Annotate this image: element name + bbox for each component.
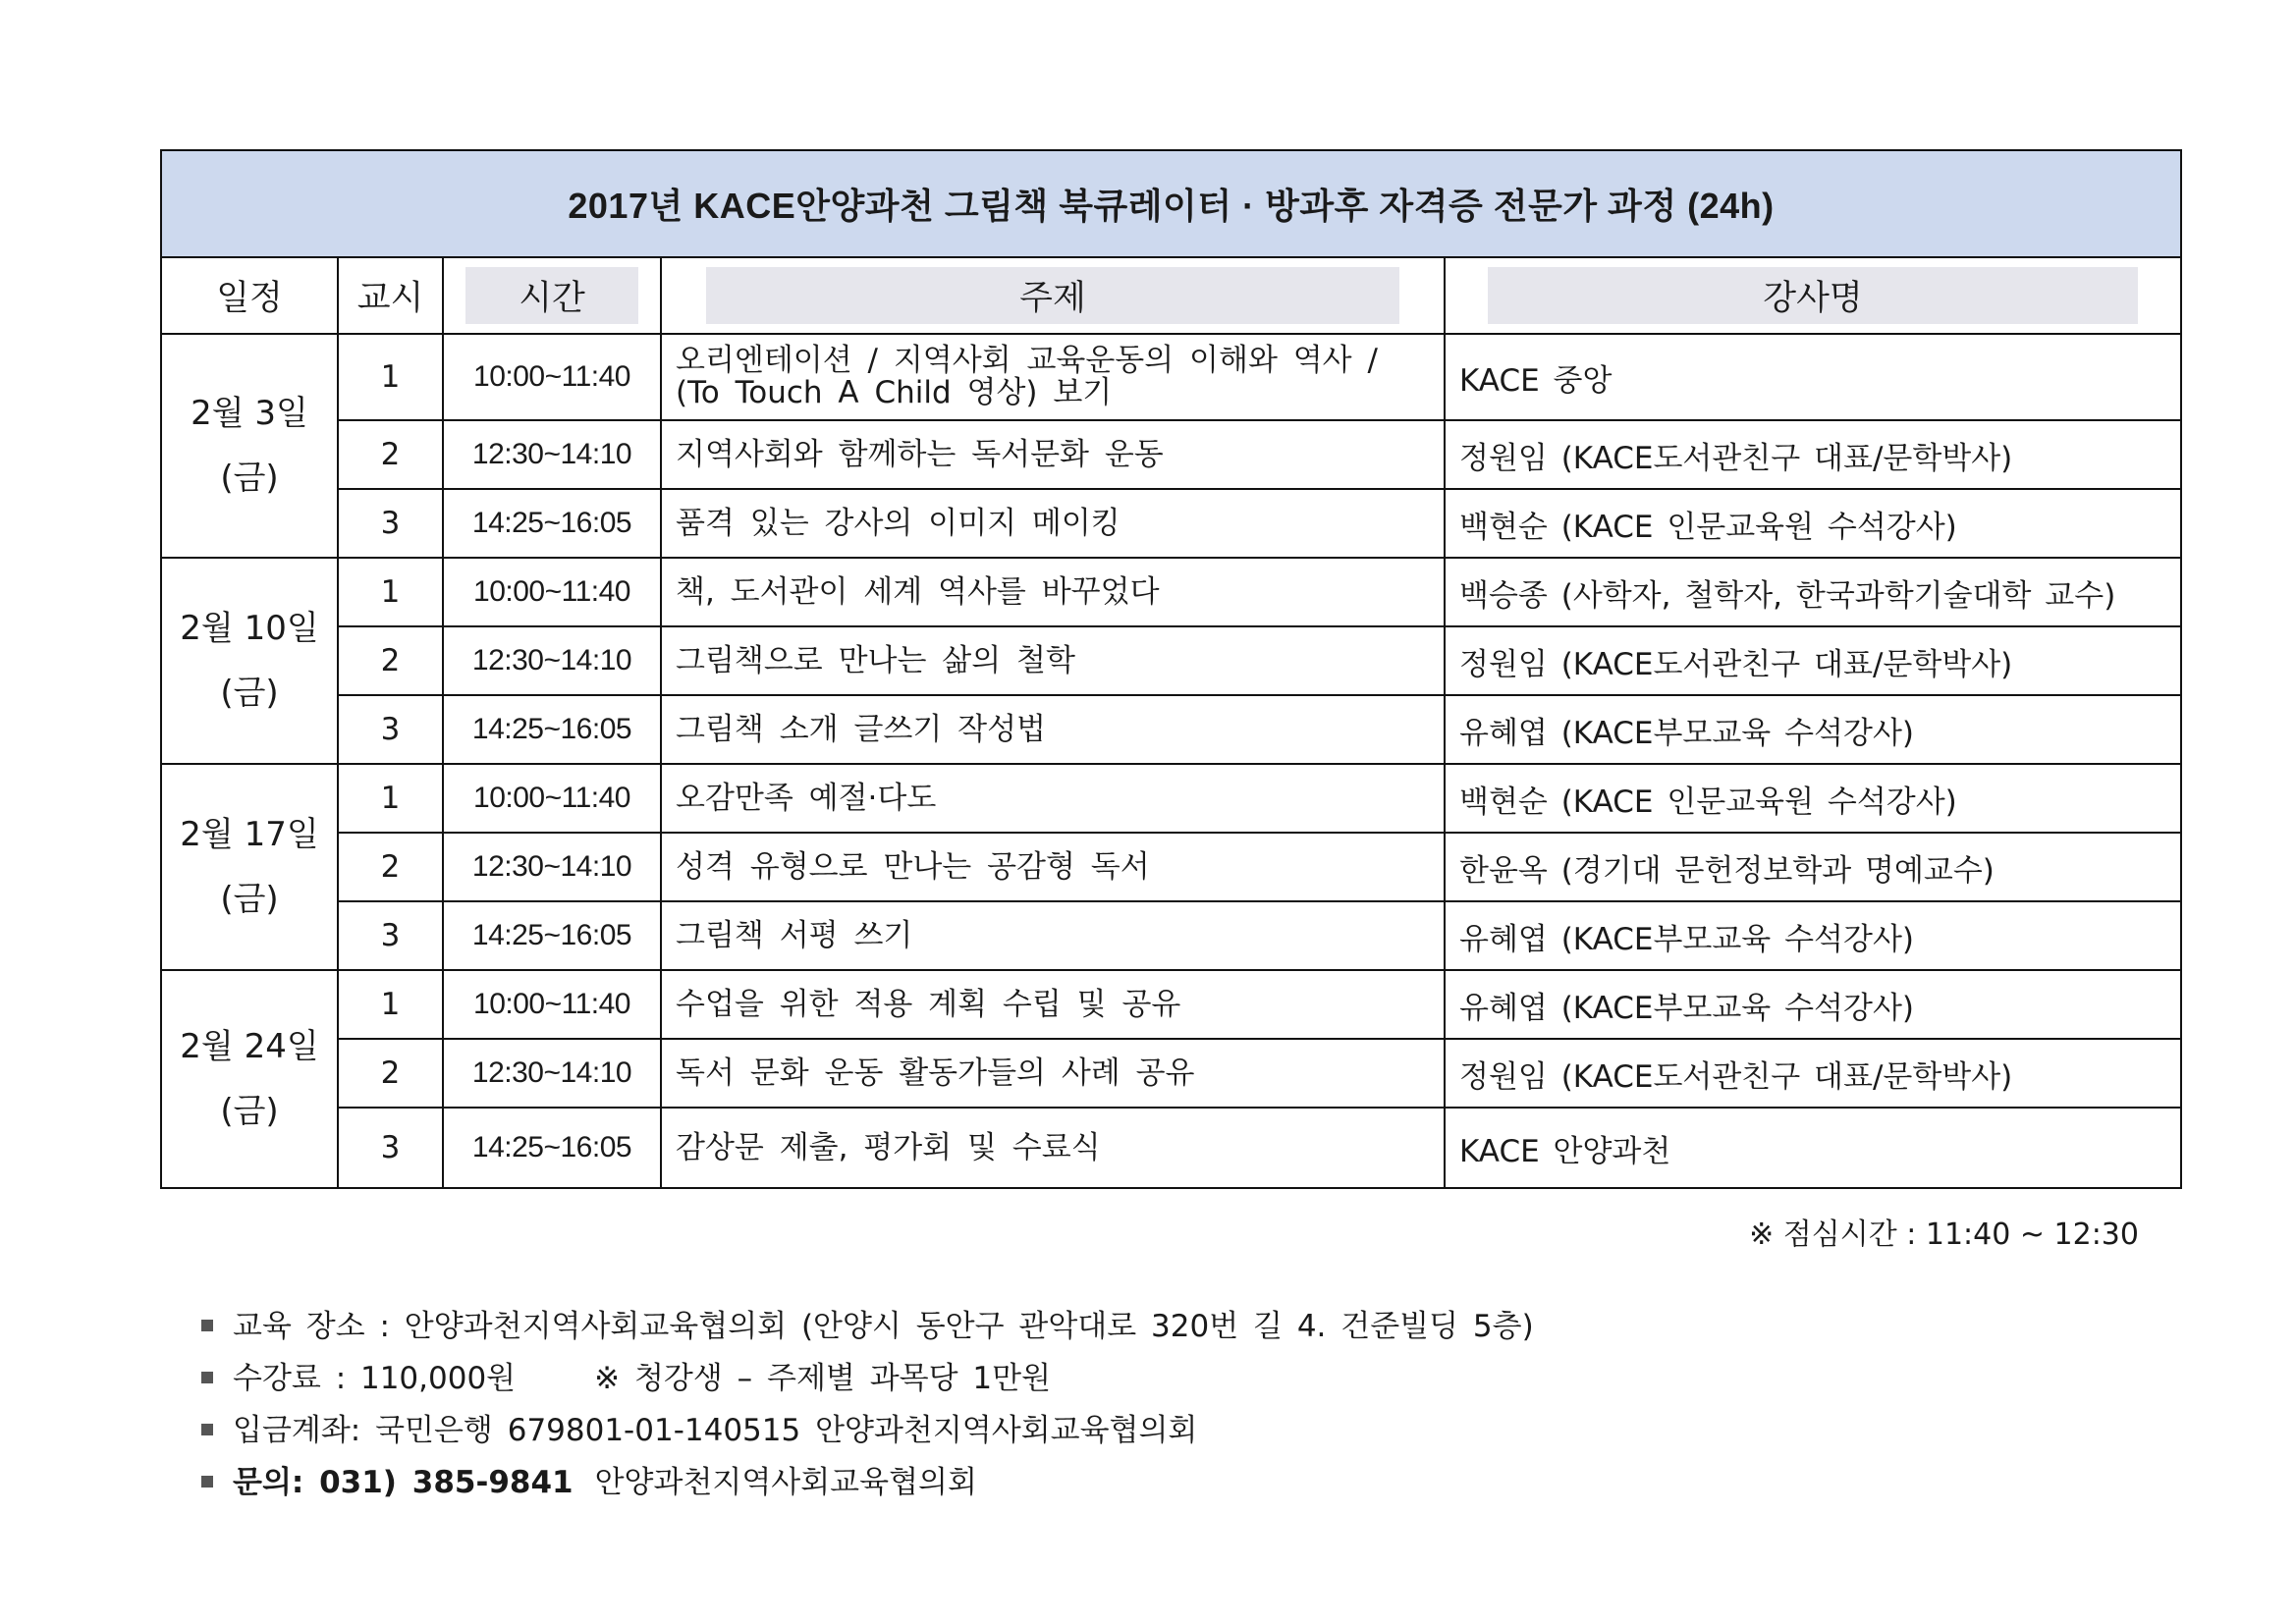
time-cell: 14:25~16:05 (443, 695, 661, 764)
topic-cell: 책, 도서관이 세계 역사를 바꾸었다 (661, 558, 1445, 626)
fee-note: ※ 청강생 – 주제별 과목당 1만원 (594, 1361, 1052, 1396)
topic-cell: 감상문 제출, 평가회 및 수료식 (661, 1108, 1445, 1188)
fee-text: 수강료 : 110,000원 (233, 1361, 517, 1396)
location-text: 교육 장소 : 안양과천지역사회교육협의회 (안양시 동안구 관악대로 320번 길 4. 건준빌딩 5층) (233, 1309, 1534, 1344)
square-bullet-icon (201, 1372, 213, 1383)
info-fee (201, 1353, 1534, 1405)
contact-phone: 문의: 031) 385-9841 (233, 1465, 574, 1500)
info-list (201, 1301, 1534, 1509)
time-cell: 12:30~14:10 (443, 833, 661, 901)
topic-cell: 수업을 위한 적용 계획 수립 및 공유 (661, 970, 1445, 1039)
header-topic (661, 257, 1445, 334)
date-label: 2월 10일 (180, 609, 319, 648)
lecturer-cell: 유혜엽 (KACE부모교육 수석강사) (1445, 695, 2181, 764)
time-cell: 12:30~14:10 (443, 420, 661, 489)
period-cell: 3 (338, 695, 443, 764)
table-row (161, 558, 2181, 626)
date-cell (161, 334, 338, 558)
lecturer-cell: 유혜엽 (KACE부모교육 수석강사) (1445, 901, 2181, 970)
header-lecturer (1445, 257, 2181, 334)
lecturer-cell: 백현순 (KACE 인문교육원 수석강사) (1445, 489, 2181, 558)
weekday-label: (금) (220, 880, 279, 919)
lunch-time-note: ※ 점심시간 : 11:40 ~ 12:30 (1749, 1217, 2139, 1252)
date-label: 2월 3일 (191, 394, 308, 433)
time-cell: 12:30~14:10 (443, 1039, 661, 1108)
table-row (161, 901, 2181, 970)
time-cell: 10:00~11:40 (443, 558, 661, 626)
header-topic-label: 주제 (706, 267, 1400, 324)
title-row (161, 150, 2181, 257)
lecturer-cell: KACE 안양과천 (1445, 1108, 2181, 1188)
time-cell: 14:25~16:05 (443, 489, 661, 558)
table-row (161, 833, 2181, 901)
info-contact (201, 1457, 1534, 1509)
date-cell (161, 970, 338, 1188)
period-cell: 1 (338, 764, 443, 833)
period-cell: 3 (338, 489, 443, 558)
header-time (443, 257, 661, 334)
date-label: 2월 17일 (180, 815, 319, 854)
topic-cell: 그림책 서평 쓰기 (661, 901, 1445, 970)
date-cell (161, 558, 338, 764)
time-cell: 14:25~16:05 (443, 901, 661, 970)
info-location (201, 1301, 1534, 1353)
topic-cell: 지역사회와 함께하는 독서문화 운동 (661, 420, 1445, 489)
time-cell: 10:00~11:40 (443, 970, 661, 1039)
table-title: 2017년 KACE안양과천 그림책 북큐레이터 · 방과후 자격증 전문가 과정 (24h) (161, 150, 2181, 257)
period-cell: 3 (338, 901, 443, 970)
weekday-label: (금) (220, 459, 279, 498)
table-row (161, 970, 2181, 1039)
period-cell: 2 (338, 420, 443, 489)
header-date: 일정 (161, 257, 338, 334)
lecturer-cell: 정원임 (KACE도서관친구 대표/문학박사) (1445, 420, 2181, 489)
schedule-table (160, 149, 2182, 1189)
lecturer-cell: 백승종 (사학자, 철학자, 한국과학기술대학 교수) (1445, 558, 2181, 626)
period-cell: 2 (338, 626, 443, 695)
topic-cell: 성격 유형으로 만나는 공감형 독서 (661, 833, 1445, 901)
contact-org: 안양과천지역사회교육협의회 (594, 1465, 977, 1500)
table-row (161, 764, 2181, 833)
table-row (161, 489, 2181, 558)
lecturer-cell: 한윤옥 (경기대 문헌정보학과 명예교수) (1445, 833, 2181, 901)
time-cell: 12:30~14:10 (443, 626, 661, 695)
lecturer-cell: KACE 중앙 (1445, 334, 2181, 420)
weekday-label: (금) (220, 1092, 279, 1131)
topic-cell: 독서 문화 운동 활동가들의 사례 공유 (661, 1039, 1445, 1108)
lecturer-cell: 유혜엽 (KACE부모교육 수석강사) (1445, 970, 2181, 1039)
topic-cell: 그림책 소개 글쓰기 작성법 (661, 695, 1445, 764)
topic-cell: 오리엔테이션 / 지역사회 교육운동의 이해와 역사 / (To Touch A Child 영상) 보기 (661, 334, 1445, 420)
period-cell: 1 (338, 558, 443, 626)
table-row (161, 695, 2181, 764)
period-cell: 3 (338, 1108, 443, 1188)
topic-cell: 오감만족 예절·다도 (661, 764, 1445, 833)
time-cell: 10:00~11:40 (443, 764, 661, 833)
table-row (161, 420, 2181, 489)
topic-cell: 품격 있는 강사의 이미지 메이킹 (661, 489, 1445, 558)
weekday-label: (금) (220, 674, 279, 713)
lecturer-cell: 백현순 (KACE 인문교육원 수석강사) (1445, 764, 2181, 833)
info-account (201, 1405, 1534, 1457)
time-cell: 14:25~16:05 (443, 1108, 661, 1188)
table-row (161, 1108, 2181, 1188)
time-cell: 10:00~11:40 (443, 334, 661, 420)
lecturer-cell: 정원임 (KACE도서관친구 대표/문학박사) (1445, 1039, 2181, 1108)
table-row (161, 334, 2181, 420)
account-text: 입금계좌: 국민은행 679801-01-140515 안양과천지역사회교육협의회 (233, 1413, 1198, 1448)
date-label: 2월 24일 (180, 1027, 319, 1066)
period-cell: 1 (338, 334, 443, 420)
header-row (161, 257, 2181, 334)
square-bullet-icon (201, 1320, 213, 1331)
table-row (161, 1039, 2181, 1108)
date-cell (161, 764, 338, 970)
period-cell: 2 (338, 833, 443, 901)
header-time-label: 시간 (465, 267, 639, 324)
header-lecturer-label: 강사명 (1488, 267, 2138, 324)
topic-cell: 그림책으로 만나는 삶의 철학 (661, 626, 1445, 695)
table-row (161, 626, 2181, 695)
period-cell: 2 (338, 1039, 443, 1108)
square-bullet-icon (201, 1476, 213, 1488)
period-cell: 1 (338, 970, 443, 1039)
square-bullet-icon (201, 1424, 213, 1435)
header-period: 교시 (338, 257, 443, 334)
lecturer-cell: 정원임 (KACE도서관친구 대표/문학박사) (1445, 626, 2181, 695)
